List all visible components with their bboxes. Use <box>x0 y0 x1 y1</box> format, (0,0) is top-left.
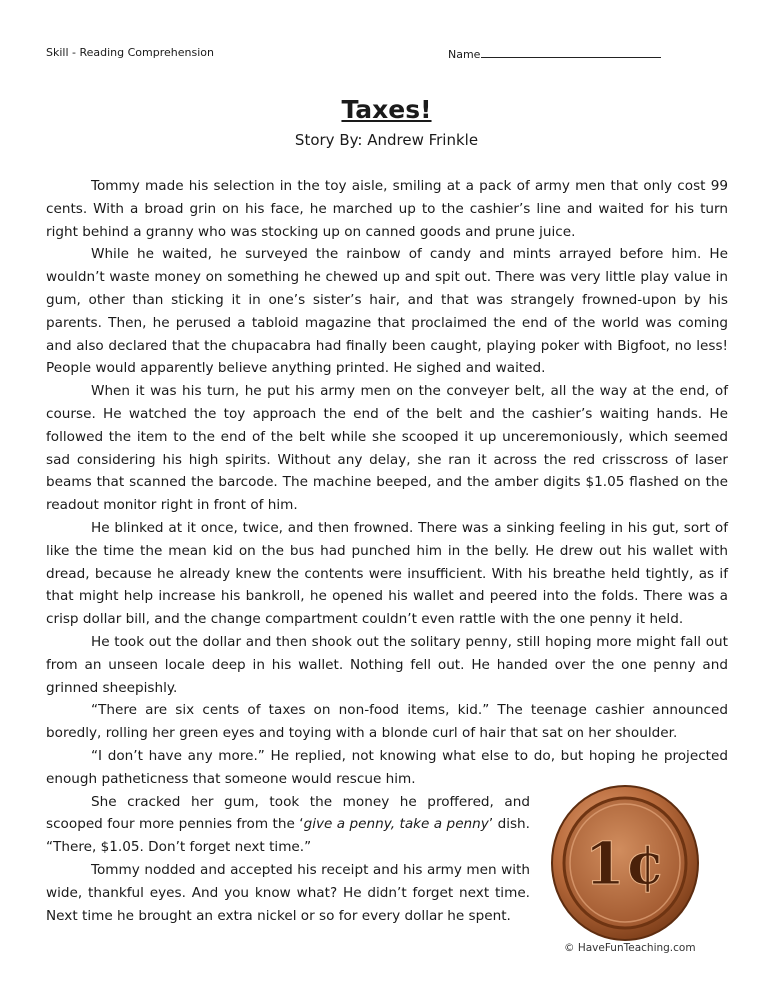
story-paragraph <box>46 791 530 859</box>
story-paragraph: Tommy made his selection in the toy aisle, smiling at a pack of army men that only cost 99 cents. With a broad grin on his face, he marched up to the cashier’s line and waited for his turn right behind a granny who was stocking up on canned goods and prune juice. <box>46 178 728 240</box>
story-paragraph: He blinked at it once, twice, and then frowned. There was a sinking feeling in his gut, sort of like the time the mean kid on the bus had punched him in the belly. He drew out his wallet with dread, because he already knew the contents were insufficient. With his breathe held tightly, as if that might help increase his bankroll, he opened his wallet and peered into the folds. There was a crisp dollar bill, and the change compartment couldn’t even rattle with the one penny it held. <box>46 519 728 628</box>
copyright-notice: © HaveFunTeaching.com <box>564 942 696 954</box>
story-paragraph: While he waited, he surveyed the rainbow of candy and mints arrayed before him. He wouldn’t waste money on something he chewed up and spit out. There was very little play value in gum, other than sticking it in one’s sister’s hair, and that was strangely frowned-upon by his parents. Then, he perused a tabloid magazine that proclaimed the end of the world was coming and also declared that the chupacabra had finally been caught, playing poker with Bigfoot, no less! People would apparently believe anything printed. He sighed and waited. <box>46 246 728 377</box>
penny-coin-icon <box>550 784 700 954</box>
page-header <box>46 46 727 62</box>
paragraph-text: ’ dish. “There, $1.05. Don’t forget next time.” <box>46 816 530 856</box>
story-title: Taxes! <box>341 95 432 124</box>
story-paragraph: When it was his turn, he put his army men on the conveyer belt, all the way at the end, of course. He watched the toy approach the end of the belt and the cashier’s waiting hands. He followed the item to the end of the belt while she scooped it up unceremoniously, which seemed sad considering his high spirits. Without any delay, she ran it across the red crisscross of laser beams that scanned the barcode. The machine beeped, and the amber digits $1.05 flashed on the readout monitor right in front of him. <box>46 383 728 514</box>
story-paragraph: “There are six cents of taxes on non-food items, kid.” The teenage cashier announced boredly, rolling her green eyes and toying with a blonde curl of hair that sat on her shoulder. <box>46 702 728 742</box>
story-paragraph: “I don’t have any more.” He replied, not knowing what else to do, but hoping he projected enough patheticness that someone would rescue him. <box>46 747 728 787</box>
dish-name-italic: give a penny, take a penny <box>303 816 489 833</box>
story-byline: Story By: Andrew Frinkle <box>294 131 479 149</box>
name-blank-line[interactable] <box>481 46 661 58</box>
paragraph-text: She cracked her gum, took the money he proffered, and scooped four more pennies from the ‘ <box>46 793 530 833</box>
coin-label: 1¢ <box>584 830 666 898</box>
name-field[interactable] <box>448 46 661 61</box>
story-paragraph: He took out the dollar and then shook out the solitary penny, still hoping more might fall out from an unseen locale deep in his wallet. Nothing fell out. He handed over the one penny and grinned sheepishly. <box>46 633 728 696</box>
story-paragraph: Tommy nodded and accepted his receipt and his army men with wide, thankful eyes. And you know what? He didn’t forget next time. Next time he brought an extra nickel or so for every dollar he spent. <box>46 861 530 924</box>
name-label: Name <box>448 48 481 61</box>
skill-label: Skill - Reading Comprehension <box>46 46 214 59</box>
